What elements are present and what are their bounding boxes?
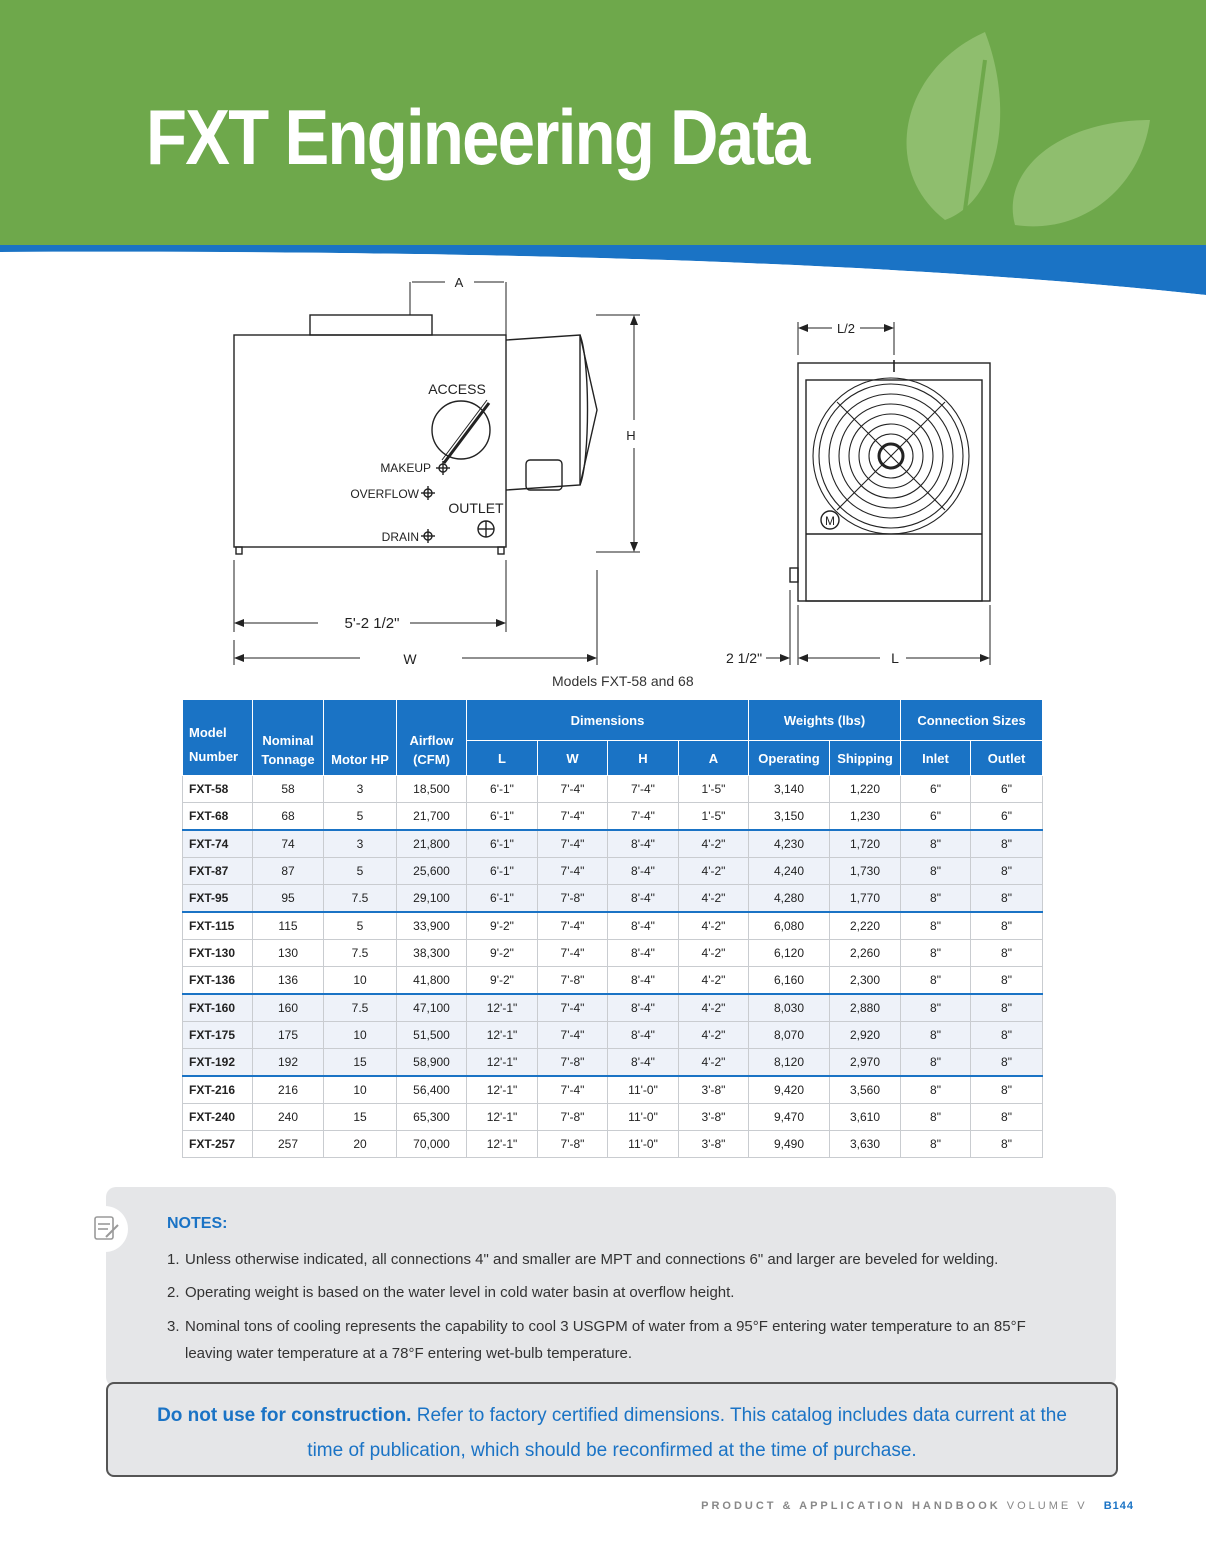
cell-hp: 10: [324, 1076, 397, 1104]
cell-L: 6'-1": [467, 803, 538, 831]
table-row: [183, 776, 1043, 803]
table-row: [183, 1076, 1043, 1104]
access-door: [432, 401, 490, 459]
cell-ship: 3,610: [830, 1104, 901, 1131]
cell-A: 3'-8": [679, 1076, 749, 1104]
notepad-icon: [82, 1206, 128, 1252]
cell-outlet: 8": [971, 994, 1043, 1022]
page-header: [0, 0, 1206, 295]
note-item: 1. Unless otherwise indicated, all connections 4" and smaller are MPT and connections 6" and larger are beveled for welding.: [167, 1251, 999, 1268]
fan-guard-icon: [813, 378, 969, 534]
cell-A: 3'-8": [679, 1131, 749, 1158]
cell-ship: 1,770: [830, 885, 901, 913]
cell-inlet: 8": [901, 1104, 971, 1131]
cell-L: 9'-2": [467, 967, 538, 995]
cell-cfm: 51,500: [397, 1022, 467, 1049]
cell-hp: 5: [324, 803, 397, 831]
cell-tons: 74: [253, 830, 324, 858]
cell-tons: 58: [253, 776, 324, 803]
cell-H: 8'-4": [608, 885, 679, 913]
cell-ship: 3,630: [830, 1131, 901, 1158]
cell-op: 9,420: [749, 1076, 830, 1104]
table-row: [183, 967, 1043, 995]
top-outlet-flange: [310, 315, 432, 335]
table-row: [183, 994, 1043, 1022]
engineering-drawing: [0, 260, 1206, 700]
cell-cfm: 58,900: [397, 1049, 467, 1077]
cell-ship: 2,260: [830, 940, 901, 967]
cell-W: 7'-4": [538, 830, 608, 858]
cell-A: 4'-2": [679, 1049, 749, 1077]
cell-hp: 15: [324, 1104, 397, 1131]
cell-H: 7'-4": [608, 803, 679, 831]
cell-A: 4'-2": [679, 967, 749, 995]
header-motor-hp: Motor HP: [324, 700, 397, 776]
cell-cfm: 47,100: [397, 994, 467, 1022]
cell-A: 4'-2": [679, 912, 749, 940]
cell-inlet: 8": [901, 885, 971, 913]
cell-model: FXT-87: [183, 858, 253, 885]
cell-H: 8'-4": [608, 1049, 679, 1077]
cell-H: 8'-4": [608, 858, 679, 885]
cell-hp: 7.5: [324, 994, 397, 1022]
cell-tons: 115: [253, 912, 324, 940]
cell-outlet: 8": [971, 940, 1043, 967]
table-row: [183, 940, 1043, 967]
cell-tons: 192: [253, 1049, 324, 1077]
cell-cfm: 38,300: [397, 940, 467, 967]
overflow-label: OVERFLOW: [350, 487, 419, 501]
cell-op: 9,470: [749, 1104, 830, 1131]
cell-model: FXT-175: [183, 1022, 253, 1049]
cell-L: 12'-1": [467, 1049, 538, 1077]
cell-tons: 216: [253, 1076, 324, 1104]
header-nominal-tonnage: Nominal Tonnage: [253, 700, 324, 776]
cell-H: 8'-4": [608, 912, 679, 940]
table-row: [183, 1022, 1043, 1049]
cell-hp: 7.5: [324, 885, 397, 913]
header-connection-sizes: Connection Sizes: [901, 700, 1043, 741]
cell-L: 9'-2": [467, 912, 538, 940]
dim-l-label: L: [891, 650, 899, 666]
cell-W: 7'-4": [538, 1022, 608, 1049]
dim-w-label: W: [403, 651, 417, 667]
cell-L: 12'-1": [467, 1076, 538, 1104]
cell-tons: 257: [253, 1131, 324, 1158]
cell-inlet: 8": [901, 858, 971, 885]
page-footer: [701, 1500, 1134, 1512]
cell-tons: 95: [253, 885, 324, 913]
cell-ship: 1,230: [830, 803, 901, 831]
footer-page-number: B144: [1103, 1500, 1134, 1512]
cell-outlet: 8": [971, 830, 1043, 858]
cell-hp: 15: [324, 1049, 397, 1077]
cell-cfm: 21,800: [397, 830, 467, 858]
cell-outlet: 8": [971, 912, 1043, 940]
table-row: [183, 1104, 1043, 1131]
header-operating: Operating: [749, 741, 830, 776]
table-row: [183, 912, 1043, 940]
cell-cfm: 29,100: [397, 885, 467, 913]
header-shipping: Shipping: [830, 741, 901, 776]
cell-cfm: 56,400: [397, 1076, 467, 1104]
table-row: [183, 830, 1043, 858]
cell-tons: 136: [253, 967, 324, 995]
cell-model: FXT-216: [183, 1076, 253, 1104]
table-row: [183, 1131, 1043, 1158]
cell-model: FXT-192: [183, 1049, 253, 1077]
cell-op: 8,030: [749, 994, 830, 1022]
construction-warning: [106, 1382, 1118, 1477]
outlet-connection: [478, 521, 494, 537]
cell-model: FXT-136: [183, 967, 253, 995]
dim-h-label: H: [626, 428, 636, 443]
cell-outlet: 8": [971, 858, 1043, 885]
cell-H: 8'-4": [608, 1022, 679, 1049]
makeup-connection: [436, 461, 450, 475]
cell-inlet: 8": [901, 940, 971, 967]
cell-L: 12'-1": [467, 994, 538, 1022]
cell-L: 6'-1": [467, 830, 538, 858]
cell-W: 7'-4": [538, 994, 608, 1022]
cell-A: 4'-2": [679, 830, 749, 858]
cell-outlet: 8": [971, 885, 1043, 913]
overflow-connection: [421, 486, 435, 500]
cell-H: 7'-4": [608, 776, 679, 803]
cell-A: 4'-2": [679, 858, 749, 885]
cell-ship: 2,220: [830, 912, 901, 940]
dim-a-label: A: [454, 275, 464, 290]
cell-tons: 130: [253, 940, 324, 967]
header-dim-h: H: [608, 741, 679, 776]
cell-op: 3,150: [749, 803, 830, 831]
makeup-label: MAKEUP: [380, 461, 431, 475]
cell-op: 6,080: [749, 912, 830, 940]
cell-H: 11'-0": [608, 1104, 679, 1131]
cell-op: 6,120: [749, 940, 830, 967]
cell-inlet: 8": [901, 912, 971, 940]
cell-outlet: 8": [971, 1049, 1043, 1077]
cell-ship: 2,920: [830, 1022, 901, 1049]
cell-W: 7'-8": [538, 885, 608, 913]
cell-model: FXT-160: [183, 994, 253, 1022]
cell-H: 8'-4": [608, 940, 679, 967]
cell-inlet: 8": [901, 1076, 971, 1104]
cell-op: 9,490: [749, 1131, 830, 1158]
motor-box: [526, 460, 562, 490]
cell-H: 8'-4": [608, 967, 679, 995]
cell-ship: 1,720: [830, 830, 901, 858]
access-label: ACCESS: [428, 381, 486, 397]
cell-outlet: 8": [971, 1104, 1043, 1131]
cell-model: FXT-115: [183, 912, 253, 940]
cell-W: 7'-4": [538, 1076, 608, 1104]
cell-A: 1'-5": [679, 803, 749, 831]
warning-bold: Do not use for construction.: [157, 1405, 412, 1426]
cell-hp: 5: [324, 912, 397, 940]
cell-model: FXT-95: [183, 885, 253, 913]
cell-W: 7'-4": [538, 803, 608, 831]
cell-model: FXT-74: [183, 830, 253, 858]
cell-W: 7'-4": [538, 776, 608, 803]
cell-hp: 3: [324, 830, 397, 858]
cell-L: 6'-1": [467, 776, 538, 803]
cell-W: 7'-8": [538, 1131, 608, 1158]
page-title: FXT Engineering Data: [146, 93, 809, 181]
warning-text: Refer to factory certified dimensions. This catalog includes data current at the time of publication, which should be reconfirmed at the time of purchase.: [307, 1405, 1067, 1461]
cell-W: 7'-4": [538, 940, 608, 967]
cell-inlet: 8": [901, 967, 971, 995]
cell-W: 7'-8": [538, 967, 608, 995]
cell-hp: 10: [324, 1022, 397, 1049]
cell-op: 8,070: [749, 1022, 830, 1049]
cell-H: 11'-0": [608, 1076, 679, 1104]
cell-A: 4'-2": [679, 940, 749, 967]
drawing-caption: Models FXT-58 and 68: [552, 673, 694, 689]
unit-end-view: [798, 363, 990, 601]
cell-tons: 240: [253, 1104, 324, 1131]
cell-W: 7'-8": [538, 1049, 608, 1077]
cell-L: 6'-1": [467, 885, 538, 913]
cell-ship: 1,730: [830, 858, 901, 885]
offset-dim-label: 2 1/2": [725, 650, 763, 666]
engineering-data-table: [182, 699, 1043, 1158]
cell-W: 7'-8": [538, 1104, 608, 1131]
cell-op: 4,280: [749, 885, 830, 913]
cell-inlet: 8": [901, 1131, 971, 1158]
drain-connection: [421, 529, 435, 543]
header-dim-a: A: [679, 741, 749, 776]
cell-L: 9'-2": [467, 940, 538, 967]
cell-model: FXT-58: [183, 776, 253, 803]
cell-tons: 175: [253, 1022, 324, 1049]
outlet-label: OUTLET: [448, 500, 504, 516]
cell-ship: 2,970: [830, 1049, 901, 1077]
cell-ship: 3,560: [830, 1076, 901, 1104]
cell-hp: 10: [324, 967, 397, 995]
cell-W: 7'-4": [538, 858, 608, 885]
cell-cfm: 21,700: [397, 803, 467, 831]
motor-label: M: [825, 514, 835, 528]
table-row: [183, 1049, 1043, 1077]
cell-A: 3'-8": [679, 1104, 749, 1131]
cell-outlet: 8": [971, 967, 1043, 995]
cell-inlet: 6": [901, 803, 971, 831]
cell-cfm: 41,800: [397, 967, 467, 995]
depth-dim-label: 5'-2 1/2": [344, 615, 400, 632]
table-row: [183, 858, 1043, 885]
cell-H: 11'-0": [608, 1131, 679, 1158]
cell-outlet: 8": [971, 1076, 1043, 1104]
header-dimensions: Dimensions: [467, 700, 749, 741]
cell-inlet: 6": [901, 776, 971, 803]
cell-inlet: 8": [901, 1049, 971, 1077]
header-inlet: Inlet: [901, 741, 971, 776]
dim-l-half-label: L/2: [836, 321, 856, 336]
cell-cfm: 18,500: [397, 776, 467, 803]
cell-outlet: 8": [971, 1131, 1043, 1158]
cell-inlet: 8": [901, 1022, 971, 1049]
cell-ship: 2,880: [830, 994, 901, 1022]
cell-cfm: 65,300: [397, 1104, 467, 1131]
cell-hp: 20: [324, 1131, 397, 1158]
cell-L: 6'-1": [467, 858, 538, 885]
cell-tons: 68: [253, 803, 324, 831]
cell-H: 8'-4": [608, 994, 679, 1022]
cell-outlet: 6": [971, 776, 1043, 803]
cell-model: FXT-130: [183, 940, 253, 967]
table-row: [183, 803, 1043, 831]
header-model-number: Model Number: [183, 700, 253, 776]
header-dim-l: L: [467, 741, 538, 776]
cell-op: 4,240: [749, 858, 830, 885]
header-airflow: Airflow (CFM): [397, 700, 467, 776]
note-item: 2. Operating weight is based on the water level in cold water basin at overflow height.: [167, 1284, 735, 1301]
cell-op: 8,120: [749, 1049, 830, 1077]
header-outlet: Outlet: [971, 741, 1043, 776]
cell-op: 3,140: [749, 776, 830, 803]
cell-cfm: 33,900: [397, 912, 467, 940]
cell-A: 4'-2": [679, 1022, 749, 1049]
cell-model: FXT-68: [183, 803, 253, 831]
table-body: [183, 776, 1043, 1158]
cell-op: 4,230: [749, 830, 830, 858]
cell-outlet: 8": [971, 1022, 1043, 1049]
cell-A: 4'-2": [679, 885, 749, 913]
cell-model: FXT-240: [183, 1104, 253, 1131]
cell-A: 1'-5": [679, 776, 749, 803]
note-item: 3. Nominal tons of cooling represents the capability to cool 3 USGPM of water from a 95°F entering water temperature to an 85°F leaving water temperature at a 78°F entering wet-bulb temperature.: [167, 1318, 1026, 1362]
cell-op: 6,160: [749, 967, 830, 995]
cell-inlet: 8": [901, 830, 971, 858]
cell-L: 12'-1": [467, 1022, 538, 1049]
cell-hp: 3: [324, 776, 397, 803]
cell-hp: 7.5: [324, 940, 397, 967]
header-dim-w: W: [538, 741, 608, 776]
cell-tons: 160: [253, 994, 324, 1022]
footer-handbook: PRODUCT & APPLICATION HANDBOOK: [701, 1500, 1001, 1512]
cell-ship: 1,220: [830, 776, 901, 803]
cell-cfm: 25,600: [397, 858, 467, 885]
cell-outlet: 6": [971, 803, 1043, 831]
cell-L: 12'-1": [467, 1104, 538, 1131]
cell-ship: 2,300: [830, 967, 901, 995]
cell-H: 8'-4": [608, 830, 679, 858]
cell-L: 12'-1": [467, 1131, 538, 1158]
table-row: [183, 885, 1043, 913]
cell-inlet: 8": [901, 994, 971, 1022]
cell-A: 4'-2": [679, 994, 749, 1022]
header-weights: Weights (lbs): [749, 700, 901, 741]
cell-tons: 87: [253, 858, 324, 885]
notes-title: NOTES:: [167, 1215, 228, 1232]
drain-label: DRAIN: [381, 530, 419, 544]
cell-hp: 5: [324, 858, 397, 885]
cell-cfm: 70,000: [397, 1131, 467, 1158]
cell-model: FXT-257: [183, 1131, 253, 1158]
footer-volume: VOLUME V: [1006, 1500, 1088, 1512]
cell-W: 7'-4": [538, 912, 608, 940]
